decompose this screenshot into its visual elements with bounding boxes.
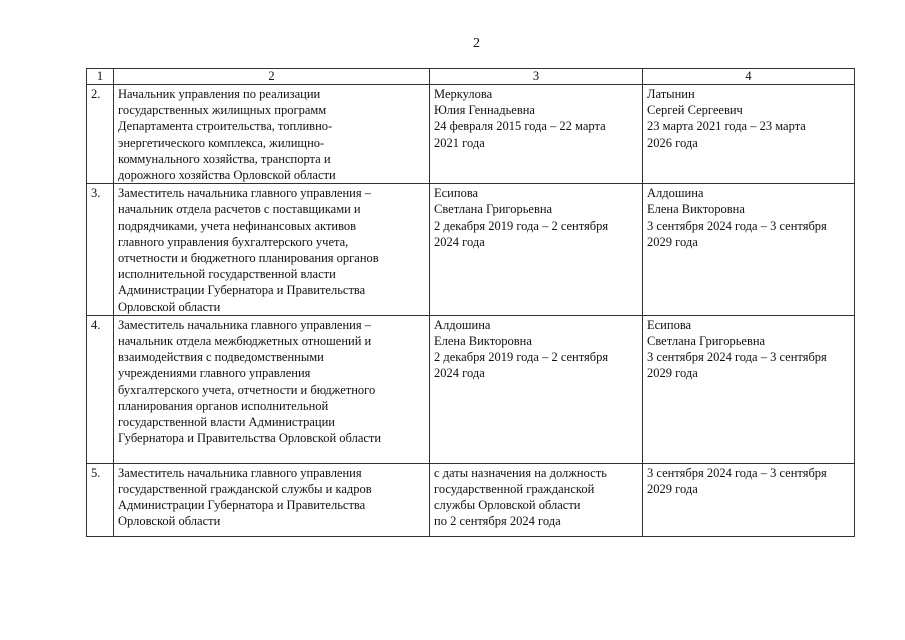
position-line: Заместитель начальника главного управления – (118, 317, 371, 332)
position-line: взаимодействия с подведомственными (118, 350, 324, 365)
holder-line: Алдошина (647, 186, 704, 201)
position-line: начальник отдела межбюджетных отношений и (118, 334, 372, 349)
holder-line: Юлия Геннадьевна (434, 103, 535, 118)
holder-line: Латынин (647, 87, 695, 101)
holder-line: Светлана Григорьевна (647, 334, 766, 349)
position-line: государственной власти Администрации (118, 415, 335, 430)
next-holder-cell (643, 85, 855, 184)
holder-line: 3 сентября 2024 года – 3 сентября (647, 465, 827, 480)
holder-line: 23 марта 2021 года – 23 марта (647, 119, 806, 134)
position-line: отчетности и бюджетного планирования органов (118, 251, 379, 266)
position-line: главного управления бухгалтерского учета, (118, 234, 349, 249)
holder-line: Меркулова (434, 87, 493, 101)
row-number: 2. (87, 85, 114, 184)
table-row (87, 315, 855, 463)
holder-line: 2024 года (434, 234, 485, 249)
holder-line: Елена Викторовна (647, 202, 745, 217)
holder-line: государственной гражданской (434, 482, 595, 497)
header-cell-4: 4 (643, 69, 855, 85)
position-line: Заместитель начальника главного управления – (118, 186, 371, 201)
position-line: коммунального хозяйства, транспорта и (118, 151, 331, 166)
holder-line: с даты назначения на должность (434, 465, 607, 480)
holder-line: по 2 сентября 2024 года (434, 514, 561, 529)
row-number: 5. (87, 463, 114, 536)
row-number: 3. (87, 184, 114, 316)
appointments-table (86, 68, 855, 537)
holder-line: Сергей Сергеевич (647, 103, 743, 118)
next-holder-cell (643, 315, 855, 463)
next-holder-cell (643, 463, 855, 536)
position-cell (114, 85, 430, 184)
position-line: Начальник управления по реализации (118, 87, 321, 101)
position-line: Орловской области (118, 514, 221, 529)
holder-line: 3 сентября 2024 года – 3 сентября (647, 218, 827, 233)
holder-line: 2029 года (647, 366, 698, 381)
holder-line: 2021 года (434, 135, 485, 150)
position-line: Заместитель начальника главного управления (118, 465, 362, 480)
next-holder-cell (643, 184, 855, 316)
header-cell-1: 1 (87, 69, 114, 85)
holder-line: Елена Викторовна (434, 334, 532, 349)
position-cell (114, 315, 430, 463)
holder-line: 2 декабря 2019 года – 2 сентября (434, 350, 609, 365)
holder-line: 2026 года (647, 135, 698, 150)
table-row (87, 184, 855, 316)
position-line: государственных жилищных программ (118, 103, 327, 118)
holder-line: 24 февраля 2015 года – 22 марта (434, 119, 606, 134)
holder-line: 2024 года (434, 366, 485, 381)
current-holder-cell (430, 85, 643, 184)
header-cell-3: 3 (430, 69, 643, 85)
position-line: подрядчиками, учета нефинансовых активов (118, 218, 357, 233)
position-line: Администрации Губернатора и Правительства (118, 498, 366, 513)
table-row (87, 85, 855, 184)
table-header-row (87, 69, 855, 85)
position-line: планирования органов исполнительной (118, 398, 329, 413)
holder-line: Есипова (647, 317, 692, 332)
position-cell (114, 184, 430, 316)
holder-line: 3 сентября 2024 года – 3 сентября (647, 350, 827, 365)
row-number: 4. (87, 315, 114, 463)
position-line: Администрации Губернатора и Правительства (118, 283, 366, 298)
current-holder-cell (430, 315, 643, 463)
holder-line: службы Орловской области (434, 498, 581, 513)
position-line: учреждениями главного управления (118, 366, 311, 381)
table-row (87, 463, 855, 536)
holder-line: Алдошина (434, 317, 491, 332)
position-line: начальник отдела расчетов с поставщиками и (118, 202, 361, 217)
position-line: дорожного хозяйства Орловской области (118, 168, 336, 183)
holder-line: Есипова (434, 186, 479, 201)
current-holder-cell (430, 184, 643, 316)
header-cell-2: 2 (114, 69, 430, 85)
holder-line: 2029 года (647, 482, 698, 497)
holder-line: Светлана Григорьевна (434, 202, 553, 217)
holder-line: 2029 года (647, 234, 698, 249)
position-line: энергетического комплекса, жилищно- (118, 135, 325, 150)
holder-line: 2 декабря 2019 года – 2 сентября (434, 218, 609, 233)
page-number: 2 (473, 36, 480, 51)
position-line: бухгалтерского учета, отчетности и бюджетного (118, 382, 376, 397)
position-line: исполнительной государственной власти (118, 267, 336, 282)
position-cell (114, 463, 430, 536)
current-holder-cell (430, 463, 643, 536)
position-line: Орловской области (118, 299, 221, 314)
position-line: государственной гражданской службы и кадров (118, 482, 372, 497)
position-line: Департамента строительства, топливно- (118, 119, 333, 134)
position-line: Губернатора и Правительства Орловской области (118, 431, 382, 446)
